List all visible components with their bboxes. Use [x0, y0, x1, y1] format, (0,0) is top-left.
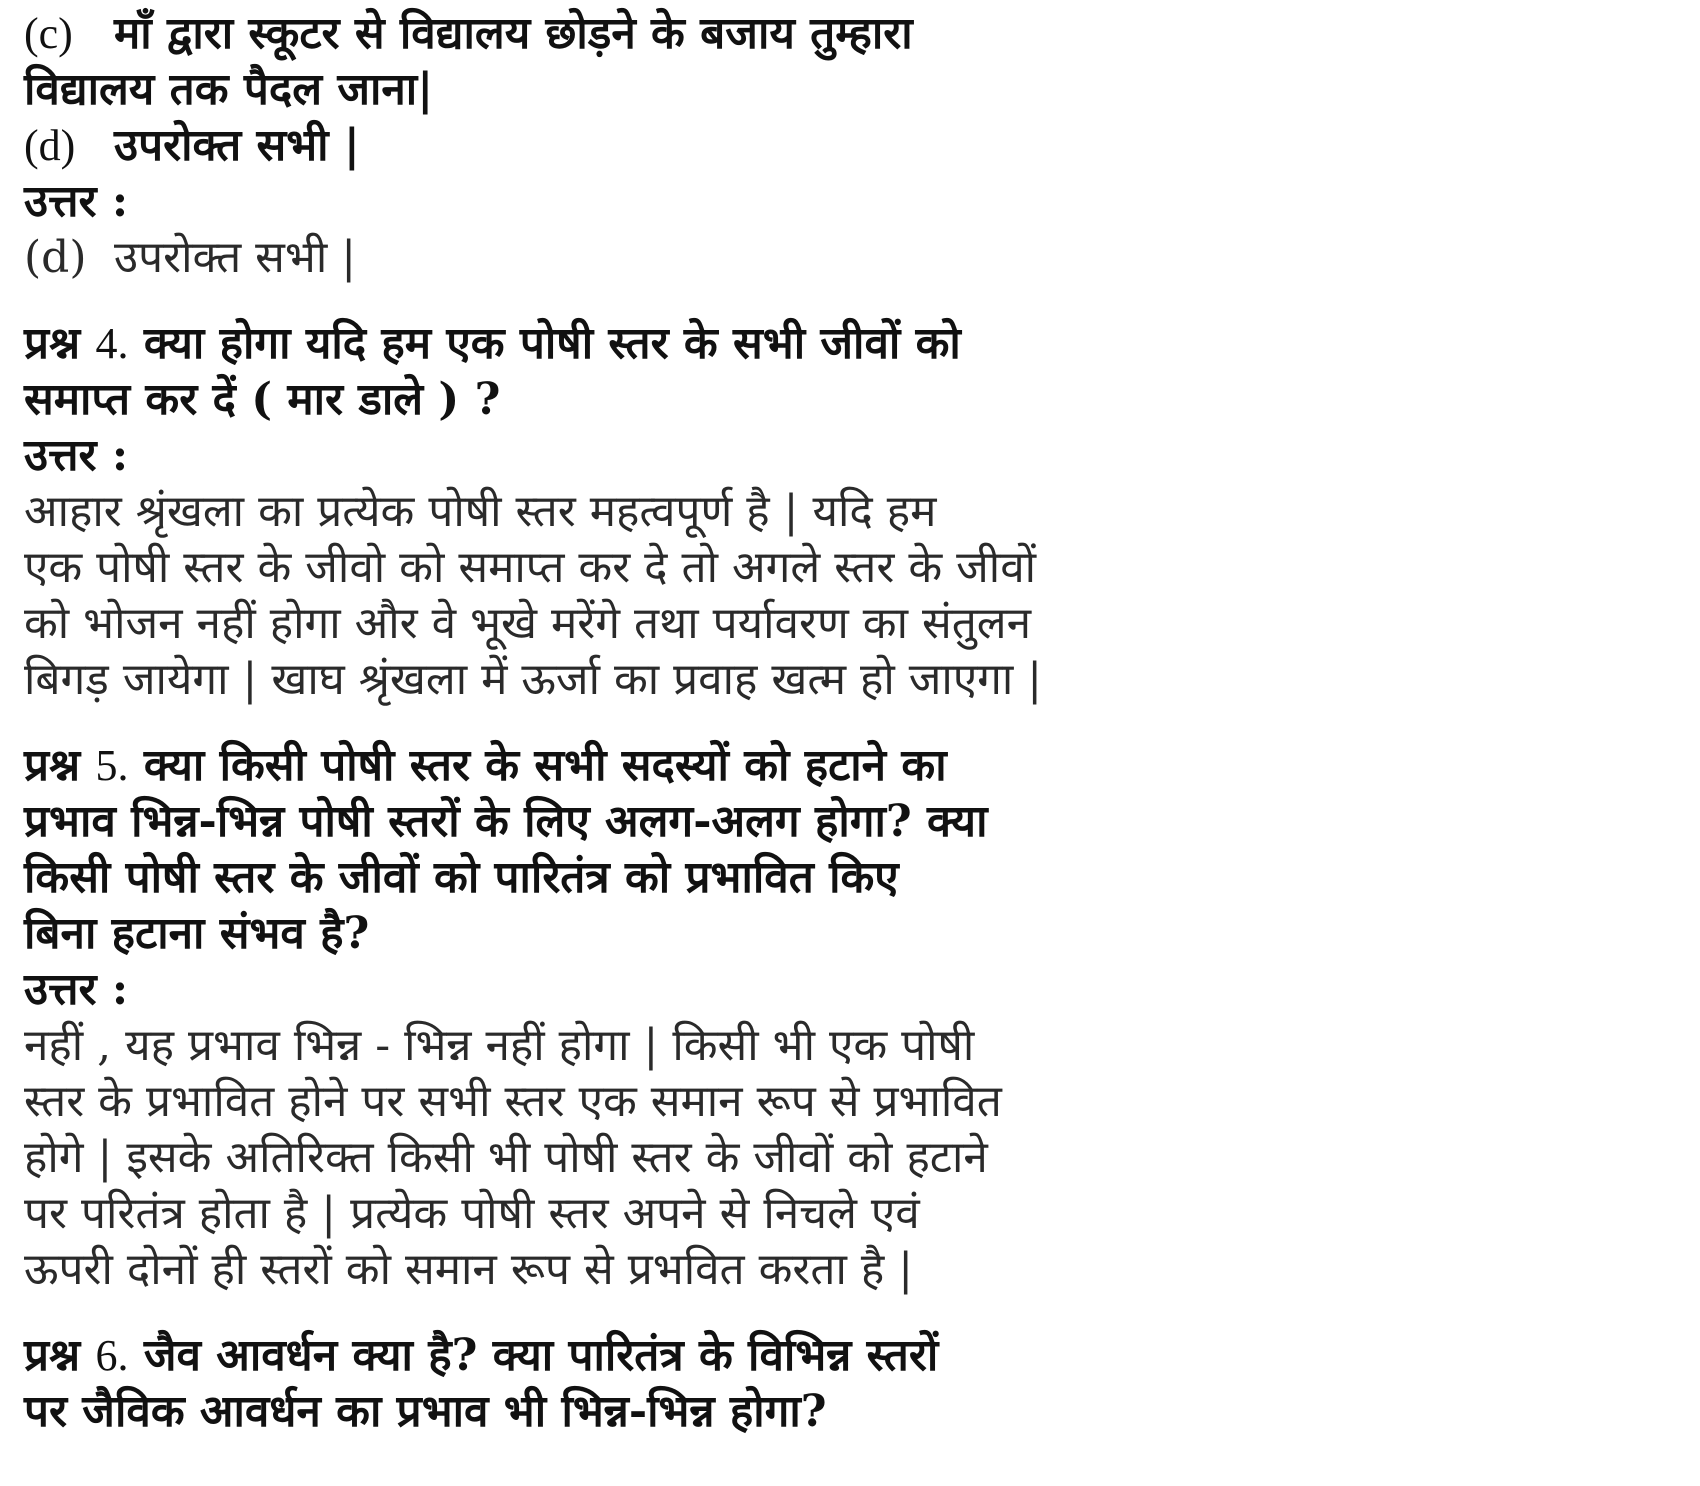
answer-prev: [24, 230, 1164, 286]
option-c-label: (c): [24, 9, 73, 58]
answer-heading-5: उत्तर :: [24, 964, 129, 1015]
question-4-number: 4.: [95, 319, 129, 368]
question-4-line1: [24, 316, 1164, 372]
question-6-line2: पर जैविक आवर्धन का प्रभाव भी भिन्न-भिन्न होगा?: [24, 1386, 827, 1437]
question-5-line1: [24, 738, 1164, 794]
question-6-line1: [24, 1328, 1164, 1384]
answer-4-line: को भोजन नहीं होगा और वे भूखे मरेंगे तथा पर्यावरण का संतुलन: [24, 598, 1032, 649]
option-c-line1: [24, 6, 1164, 62]
answer-5-line: ऊपरी दोनों ही स्तरों को समान रूप से प्रभवित करता है |: [24, 1244, 914, 1295]
answer-5-line: नहीं , यह प्रभाव भिन्न - भिन्न नहीं होगा | किसी भी एक पोषी: [24, 1020, 975, 1071]
answer-heading-prev: उत्तर :: [24, 176, 129, 227]
answer-5-line: पर परितंत्र होता है | प्रत्येक पोषी स्तर अपने से निचले एवं: [24, 1188, 920, 1239]
question-4-line2: समाप्त कर दें ( मार डाले ) ?: [24, 374, 501, 425]
option-c-line2: विद्यालय तक पैदल जाना|: [24, 64, 434, 115]
answer-5-line: होगे | इसके अतिरिक्त किसी भी पोषी स्तर के जीवों को हटाने: [24, 1132, 988, 1183]
question-5-line3: किसी पोषी स्तर के जीवों को पारितंत्र को प्रभावित किए: [24, 852, 899, 903]
question-5-prefix: प्रश्न: [24, 740, 81, 791]
question-4-prefix: प्रश्न: [24, 318, 81, 369]
answer-prev-label: (d): [24, 232, 87, 283]
spacer: [24, 1298, 1164, 1328]
option-d-text: उपरोक्त सभी |: [114, 120, 360, 171]
option-d-label: (d): [24, 121, 76, 170]
question-6-text: जैव आवर्धन क्या है? क्या पारितंत्र के विभिन्न स्तरों: [143, 1330, 939, 1381]
option-c-text: माँ द्वारा स्कूटर से विद्यालय छोड़ने के बजाय तुम्हारा: [114, 8, 913, 59]
answer-4-line: एक पोषी स्तर के जीवो को समाप्त कर दे तो अगले स्तर के जीवों: [24, 542, 1037, 593]
question-5-number: 5.: [95, 741, 129, 790]
spacer: [24, 708, 1164, 738]
question-5-line2: प्रभाव भिन्न-भिन्न पोषी स्तरों के लिए अलग-अलग होगा? क्या: [24, 796, 988, 847]
answer-5-line: स्तर के प्रभावित होने पर सभी स्तर एक समान रूप से प्रभावित: [24, 1076, 1002, 1127]
document-page: [24, 6, 1164, 1440]
question-5-line4: बिना हटाना संभव है?: [24, 908, 370, 959]
answer-prev-text: उपरोक्त सभी |: [114, 232, 357, 283]
question-5-text: क्या किसी पोषी स्तर के सभी सदस्यों को हटाने का: [143, 740, 947, 791]
option-d: [24, 118, 1164, 174]
answer-4-line: आहार श्रृंखला का प्रत्येक पोषी स्तर महत्वपूर्ण है | यदि हम: [24, 486, 937, 537]
spacer: [24, 286, 1164, 316]
question-6-prefix: प्रश्न: [24, 1330, 81, 1381]
question-4-text: क्या होगा यदि हम एक पोषी स्तर के सभी जीवों को: [143, 318, 961, 369]
question-6-number: 6.: [95, 1331, 129, 1380]
answer-4-line: बिगड़ जायेगा | खाघ श्रृंखला में ऊर्जा का प्रवाह खत्म हो जाएगा |: [24, 654, 1043, 705]
answer-heading-4: उत्तर :: [24, 430, 129, 481]
